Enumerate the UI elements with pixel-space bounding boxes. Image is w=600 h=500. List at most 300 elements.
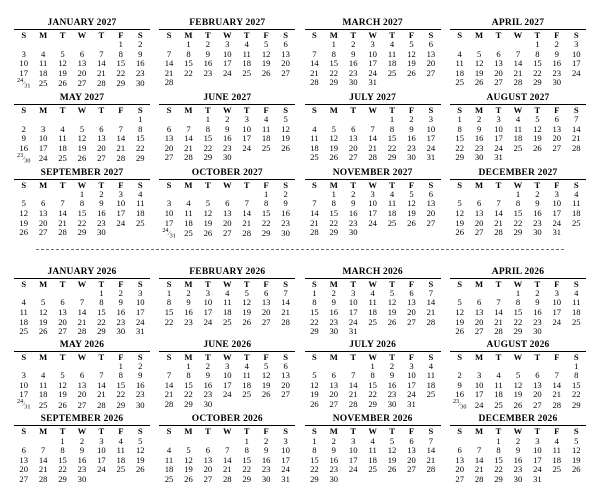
day-cell: 29 — [310, 326, 319, 337]
day-cell: 22 — [455, 142, 464, 153]
month-grid — [14, 30, 150, 90]
day-cell: 6 — [476, 297, 482, 308]
day-cell: 15 — [97, 306, 106, 317]
day-cell: 12 — [474, 58, 484, 69]
week-row — [14, 78, 150, 90]
day-cell: 3 — [205, 287, 211, 298]
day-cell: 13 — [19, 454, 28, 465]
day-cell: 14 — [513, 58, 523, 69]
day-cell: 1 — [244, 435, 249, 446]
weekday-header: T — [243, 426, 250, 437]
day-cell: 1 — [389, 113, 395, 124]
weekday-header: S — [428, 426, 434, 437]
day-cell: 28 — [116, 153, 126, 164]
day-cell: 22 — [494, 464, 503, 475]
day-cell: 27 — [329, 399, 339, 410]
day-cell: 31 — [135, 326, 145, 337]
day-cell: 25 — [223, 316, 232, 327]
day-cell: 22 — [513, 316, 523, 327]
day-cell: 8 — [166, 297, 172, 308]
weekday-header: S — [457, 179, 463, 190]
day-cell: 7 — [496, 198, 501, 209]
day-cell: 30 — [474, 152, 484, 163]
day-cell: 28 — [426, 316, 436, 327]
day-cell: 16 — [533, 208, 542, 219]
weekday-header: W — [368, 104, 377, 115]
day-cell: 13 — [77, 58, 87, 69]
day-cell: 20 — [281, 58, 290, 69]
day-cell: 3 — [283, 435, 288, 446]
day-cell — [14, 78, 33, 90]
day-cell: 14 — [164, 379, 174, 390]
day-cell: 4 — [244, 39, 249, 50]
day-cell: 16 — [203, 58, 213, 69]
day-cell: 16 — [474, 133, 484, 144]
day-cell: 27 — [261, 316, 271, 327]
week-row — [305, 465, 441, 475]
month-grid — [159, 279, 295, 327]
day-cell: 19 — [310, 389, 319, 400]
month-block — [305, 340, 441, 412]
day-cell: 20 — [533, 389, 542, 400]
day-cell: 16 — [19, 142, 28, 153]
weekday-header-row — [14, 105, 150, 115]
weekday-header: T — [534, 351, 541, 362]
day-cell: 8 — [99, 297, 104, 308]
day-cell: 15 — [513, 208, 523, 219]
day-cell: 4 — [40, 48, 46, 59]
day-cell: 23 — [281, 217, 290, 228]
day-cell: 3 — [476, 370, 482, 381]
day-cell: 19 — [387, 454, 397, 465]
day-cell: 14 — [242, 208, 252, 219]
year-block-2027 — [14, 18, 586, 240]
day-cell: 17 — [223, 379, 232, 390]
weekday-header: W — [368, 278, 377, 289]
day-cell-split: $^{24}⁄_{31}$ — [17, 398, 31, 411]
day-cell: 19 — [329, 142, 339, 153]
weekday-header: T — [495, 426, 502, 437]
day-cell: 21 — [164, 67, 174, 78]
day-cell: 11 — [368, 445, 377, 456]
day-cell: 20 — [38, 217, 48, 228]
month-block — [305, 267, 441, 337]
month-row — [14, 93, 586, 165]
day-cell: 19 — [513, 389, 523, 400]
week-row — [14, 153, 150, 165]
weekday-header: T — [389, 278, 395, 289]
day-cell: 20 — [58, 316, 67, 327]
day-cell: 7 — [554, 370, 559, 381]
month-grid — [14, 180, 150, 238]
day-cell: 30 — [223, 152, 232, 163]
day-cell: 17 — [474, 389, 484, 400]
day-cell: 28 — [38, 473, 48, 484]
month-grid — [14, 426, 150, 484]
day-cell: 8 — [515, 297, 521, 308]
month-title: SEPTEMBER 2026 — [14, 414, 150, 426]
day-cell — [421, 400, 440, 410]
day-cell: 24 — [571, 67, 581, 78]
day-cell: 20 — [97, 142, 106, 153]
day-cell: 28 — [426, 464, 436, 475]
month-block — [14, 267, 150, 337]
day-cell: 8 — [205, 123, 211, 134]
day-cell: 9 — [205, 370, 211, 381]
day-cell: 28 — [552, 400, 562, 411]
weekday-header: S — [283, 278, 288, 289]
day-cell: 30 — [407, 152, 416, 163]
day-cell: 8 — [535, 48, 540, 59]
day-cell: 22 — [329, 67, 339, 78]
weekday-header: M — [329, 104, 338, 115]
day-cell: 7 — [79, 297, 85, 308]
day-cell: 4 — [428, 360, 434, 371]
day-cell: 2 — [515, 435, 521, 446]
day-cell: 14 — [184, 133, 193, 144]
day-cell: 25 — [368, 316, 377, 327]
month-grid — [305, 279, 441, 337]
day-cell: 4 — [166, 445, 172, 456]
day-cell: 17 — [348, 454, 358, 465]
day-cell: 2 — [205, 360, 211, 371]
day-cell: 13 — [407, 445, 416, 456]
day-cell: 8 — [118, 48, 123, 59]
day-cell — [421, 228, 440, 238]
day-cell: 30 — [348, 227, 358, 238]
day-cell: 14 — [116, 133, 126, 144]
day-cell: 9 — [515, 445, 521, 456]
day-cell: 20 — [261, 306, 271, 317]
day-cell: 27 — [19, 473, 28, 484]
day-cell: 24 — [368, 217, 377, 228]
day-cell: 27 — [426, 67, 436, 78]
day-cell: 6 — [476, 198, 482, 209]
day-cell: 23 — [184, 316, 193, 327]
day-cell: 31 — [368, 77, 377, 88]
day-cell: 11 — [38, 58, 48, 69]
day-cell: 4 — [21, 297, 26, 308]
weekday-header: F — [554, 104, 560, 115]
month-title: FEBRUARY 2026 — [159, 267, 295, 279]
weekday-header: M — [329, 426, 338, 437]
day-cell: 19 — [77, 142, 87, 153]
day-cell: 16 — [513, 454, 523, 465]
day-cell: 18 — [494, 389, 503, 400]
day-cell: 11 — [368, 297, 377, 308]
day-cell: 19 — [58, 389, 67, 400]
weekday-header: T — [389, 351, 395, 362]
day-cell: 28 — [223, 473, 232, 484]
day-cell: 3 — [428, 113, 434, 124]
weekday-header: W — [368, 351, 377, 362]
day-cell: 9 — [205, 48, 211, 59]
day-cell: 18 — [513, 133, 523, 144]
day-cell: 29 — [116, 78, 126, 89]
day-cell: 8 — [574, 370, 579, 381]
day-cell: 19 — [455, 217, 464, 228]
weekday-header: T — [495, 30, 502, 40]
weekday-header: S — [166, 30, 172, 40]
day-cell: 12 — [242, 297, 252, 308]
day-cell: 29 — [310, 473, 319, 484]
month-grid — [450, 105, 586, 163]
month-title: MAY 2026 — [14, 340, 150, 352]
day-cell: 12 — [58, 58, 67, 69]
week-row — [305, 308, 441, 318]
day-cell: 21 — [348, 389, 358, 400]
weekday-header: S — [137, 30, 143, 40]
day-cell: 24 — [552, 217, 562, 228]
day-cell: 20 — [348, 142, 358, 153]
weekday-header: S — [166, 426, 172, 437]
day-cell: 30 — [135, 78, 145, 89]
day-cell: 24 — [368, 67, 377, 78]
weekday-header: W — [368, 426, 377, 437]
day-cell: 11 — [552, 445, 561, 456]
day-cell: 29 — [203, 152, 213, 163]
day-cell: 6 — [351, 123, 356, 134]
day-cell: 26 — [203, 228, 213, 239]
week-row — [450, 153, 586, 163]
day-cell: 23 — [348, 67, 358, 78]
day-cell: 26 — [19, 227, 28, 238]
day-cell: 16 — [552, 58, 562, 69]
day-cell: 4 — [312, 123, 317, 134]
weekday-header: M — [329, 179, 338, 190]
day-cell: 27 — [38, 227, 48, 238]
month-title: MAY 2027 — [14, 93, 150, 105]
day-cell: 4 — [574, 287, 579, 298]
month-title: JULY 2026 — [305, 340, 441, 352]
day-cell: 13 — [533, 379, 542, 390]
weekday-header: W — [77, 179, 87, 190]
day-cell — [402, 475, 421, 485]
month-block — [159, 340, 295, 412]
weekday-header: F — [118, 104, 124, 115]
week-row — [159, 69, 295, 79]
day-cell: 26 — [387, 316, 397, 327]
weekday-header: S — [311, 351, 317, 362]
day-cell: 16 — [203, 379, 213, 390]
day-cell: 3 — [535, 435, 540, 446]
day-cell: 14 — [426, 297, 436, 308]
day-cell: 15 — [135, 133, 145, 144]
day-cell: 11 — [262, 123, 271, 134]
day-cell: 11 — [136, 198, 145, 209]
day-cell: 1 — [457, 113, 462, 124]
day-cell: 21 — [38, 464, 48, 475]
day-cell: 23 — [116, 316, 126, 327]
weekday-header: T — [243, 278, 250, 289]
day-cell: 19 — [58, 67, 67, 78]
day-cell: 24 — [223, 389, 232, 400]
day-cell: 10 — [348, 445, 358, 456]
day-cell: 5 — [409, 188, 414, 199]
day-cell: 3 — [225, 360, 230, 371]
day-cell: 7 — [312, 198, 317, 209]
day-cell: 24 — [348, 316, 358, 327]
day-cell: 8 — [60, 445, 65, 456]
day-cell: 22 — [164, 316, 174, 327]
day-cell: 31 — [426, 152, 436, 163]
weekday-header: W — [513, 278, 523, 289]
day-cell: 13 — [223, 208, 232, 219]
day-cell — [421, 78, 440, 88]
month-block — [450, 168, 586, 240]
day-cell: 18 — [455, 67, 464, 78]
day-cell — [421, 327, 440, 337]
weekday-header: S — [137, 426, 143, 437]
day-cell: 5 — [60, 48, 65, 59]
day-cell: 15 — [184, 379, 193, 390]
day-cell: 22 — [387, 142, 397, 153]
day-cell: 23 — [329, 316, 339, 327]
weekday-header: M — [39, 30, 48, 40]
day-cell: 15 — [387, 133, 397, 144]
weekday-header: F — [263, 104, 269, 115]
day-cell: 26 — [329, 152, 339, 163]
weekday-header: W — [368, 30, 377, 40]
weekday-header: M — [184, 426, 193, 437]
day-cell: 22 — [184, 389, 193, 400]
day-cell: 8 — [118, 370, 123, 381]
day-cell: 2 — [389, 360, 395, 371]
day-cell: 19 — [407, 208, 416, 219]
week-row — [159, 219, 295, 229]
weekday-header: S — [457, 104, 463, 115]
day-cell: 9 — [138, 48, 143, 59]
day-cell: 12 — [455, 208, 464, 219]
day-cell: 6 — [283, 360, 288, 371]
day-cell: 10 — [552, 198, 562, 209]
day-cell: 2 — [351, 188, 356, 199]
week-row — [14, 327, 150, 337]
day-cell: 27 — [533, 400, 542, 411]
day-cell — [276, 400, 295, 410]
day-cell: 7 — [351, 370, 356, 381]
weekday-header: S — [21, 179, 27, 190]
day-cell: 5 — [40, 297, 46, 308]
day-cell: 1 — [535, 39, 540, 50]
weekday-header: S — [166, 278, 172, 289]
day-cell — [382, 327, 401, 337]
weekday-header: S — [21, 351, 27, 362]
week-row — [14, 308, 150, 318]
day-cell: 12 — [184, 454, 193, 465]
day-cell: 23 — [135, 389, 145, 400]
week-row — [305, 228, 441, 238]
weekday-header: S — [457, 351, 463, 362]
day-cell: 24 — [407, 389, 416, 400]
day-cell: 8 — [186, 48, 191, 59]
day-cell: 13 — [474, 208, 484, 219]
day-cell: 18 — [426, 379, 436, 390]
day-cell: 17 — [407, 379, 416, 390]
day-cell: 14 — [281, 297, 290, 308]
day-cell: 1 — [205, 113, 211, 124]
day-cell: 22 — [571, 389, 581, 400]
weekday-header: T — [98, 104, 105, 115]
weekday-header-row — [14, 279, 150, 289]
weekday-header: F — [408, 426, 415, 437]
day-cell: 16 — [407, 133, 416, 144]
day-cell: 28 — [97, 400, 106, 411]
day-cell: 25 — [513, 142, 523, 153]
day-cell: 18 — [387, 58, 397, 69]
month-grid — [159, 352, 295, 410]
day-cell: 20 — [203, 464, 213, 475]
day-cell: 24 — [97, 464, 106, 475]
weekday-header: S — [457, 278, 463, 289]
day-cell: 21 — [571, 133, 581, 144]
weekday-header: W — [513, 426, 523, 437]
day-cell: 1 — [312, 435, 317, 446]
day-cell: 26 — [281, 142, 290, 153]
week-row — [159, 308, 295, 318]
day-cell — [363, 475, 382, 485]
day-cell: 9 — [283, 198, 288, 209]
day-cell: 6 — [60, 297, 65, 308]
day-cell: 22 — [310, 316, 319, 327]
day-cell: 15 — [533, 58, 542, 69]
day-cell: 4 — [60, 123, 65, 134]
day-cell: 31 — [552, 227, 562, 238]
day-cell: 15 — [310, 454, 319, 465]
day-cell-split: $^{24}⁄_{31}$ — [17, 76, 31, 90]
day-cell: 1 — [138, 113, 143, 124]
day-cell — [131, 475, 150, 485]
weekday-header: M — [475, 179, 484, 190]
day-cell: 26 — [407, 67, 416, 78]
day-cell: 22 — [242, 464, 252, 475]
day-cell: 5 — [389, 287, 395, 298]
day-cell: 24 — [116, 217, 126, 228]
weekday-header: F — [118, 30, 124, 40]
month-block — [14, 340, 150, 412]
day-cell: 22 — [368, 389, 377, 400]
day-cell: 20 — [552, 133, 562, 144]
month-block — [450, 340, 586, 412]
month-title: OCTOBER 2026 — [159, 414, 295, 426]
day-cell: 3 — [99, 435, 104, 446]
day-cell: 21 — [426, 454, 436, 465]
weekday-header: F — [263, 426, 269, 437]
day-cell: 2 — [138, 39, 143, 50]
day-cell: 29 — [455, 152, 464, 163]
day-cell: 4 — [40, 370, 46, 381]
day-cell: 28 — [184, 152, 193, 163]
day-cell: 8 — [331, 198, 336, 209]
day-cell: 23 — [387, 389, 397, 400]
day-cell: 21 — [116, 142, 126, 153]
day-cell: 10 — [135, 297, 145, 308]
day-cell: 3 — [351, 435, 356, 446]
weekday-header: W — [77, 351, 87, 362]
day-cell: 28 — [494, 227, 503, 238]
day-cell: 13 — [474, 306, 484, 317]
day-cell: 27 — [223, 228, 232, 239]
day-cell: 8 — [264, 198, 269, 209]
day-cell: 25 — [116, 464, 126, 475]
day-cell: 19 — [387, 306, 397, 317]
day-cell: 5 — [574, 435, 579, 446]
day-cell: 10 — [164, 208, 174, 219]
day-cell: 25 — [494, 400, 503, 411]
day-cell: 11 — [19, 306, 28, 317]
day-cell: 2 — [283, 188, 288, 199]
day-cell: 20 — [77, 67, 87, 78]
